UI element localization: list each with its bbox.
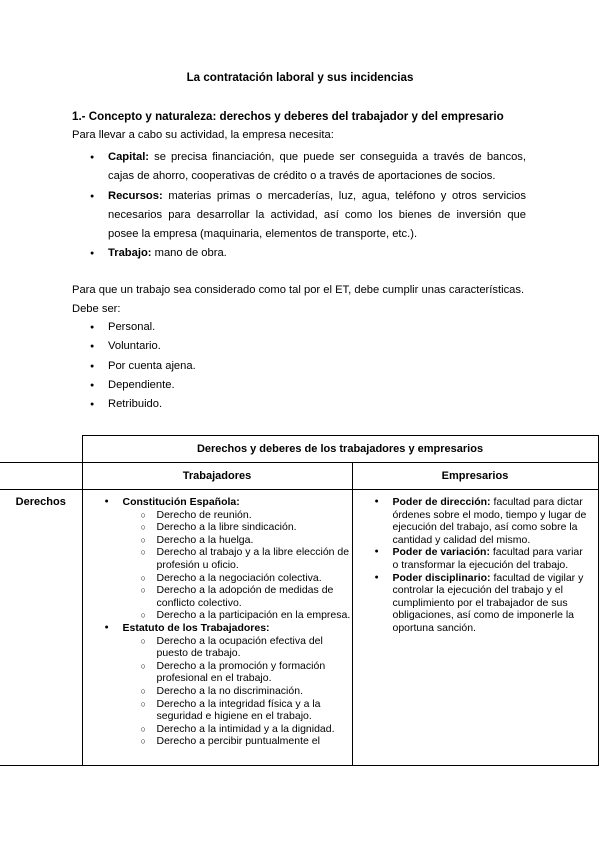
rights-duties-table bbox=[0, 435, 599, 766]
list-item: ○ Derecho a la negociación colectiva. bbox=[141, 572, 352, 585]
list-item: ○ Derecho a la adopción de medidas de conflicto colectivo. bbox=[141, 584, 352, 609]
list-item: ○ Derecho al trabajo y a la libre elección de profesión u oficio. bbox=[141, 546, 352, 571]
list-item: ● Estatuto de los Trabajadores: ○ Derecho a la ocupación efectiva del puesto de trabajo. ○ Derecho a la promoción y formación profesional en el trabajo. ○ Derecho a la no discriminación. ○ Derecho a la integridad física y a la seguridad e higiene en el trabajo. ○ Derecho a la intimidad y a la dignidad. ○ Derecho a percibir puntualmente el bbox=[105, 622, 352, 748]
list-item: ● Capital: se precisa financiación, que puede ser conseguida a través de bancos, cajas de ahorro, cooperativas de crédito o a través de aportaciones de socios. bbox=[90, 148, 526, 187]
table-header: Derechos y deberes de los trabajadores y empresarios bbox=[82, 436, 598, 463]
section-heading: 1.- Concepto y naturaleza: derechos y deberes del trabajador y del empresario bbox=[72, 110, 504, 123]
needs-list bbox=[90, 148, 526, 264]
list-item: ● Dependiente. bbox=[90, 376, 526, 395]
list-item: ● Poder de variación: facultad para variar o transformar la ejecución del trabajo. bbox=[375, 546, 590, 571]
empty-corner bbox=[0, 436, 82, 463]
list-item: ○ Derecho a la no discriminación. bbox=[141, 685, 352, 698]
intro-paragraph: Para llevar a cabo su actividad, la empresa necesita: bbox=[72, 129, 334, 141]
list-item: ● Recursos: materias primas o mercaderías, luz, agua, teléfono y otros servicios necesarios para desarrollar la actividad, así como los bienes de inversión que posee la empresa (maquinaria, elementos de transporte, etc.). bbox=[90, 187, 526, 245]
list-item: ○ Derecho a la ocupación efectiva del puesto de trabajo. bbox=[141, 635, 352, 660]
list-item: ● Constitución Española: ○ Derecho de reunión. ○ Derecho a la libre sindicación. ○ Derecho a la huelga. ○ Derecho al trabajo y a la libre elección de profesión u oficio. ○ Derecho a la negociación colectiva. ○ Derecho a la adopción de medidas de conflicto colectivo. ○ Derecho a la participación en la empresa. bbox=[105, 496, 352, 622]
list-item: ● Poder disciplinario: facultad de vigilar y controlar la ejecución del trabajo y el cumplimiento por el trabajador de sus obligaciones, así como de imponerle la oportuna sanción. bbox=[375, 572, 590, 635]
row-label: Derechos bbox=[0, 490, 82, 766]
characteristics-list bbox=[90, 318, 526, 414]
list-item: ● Personal. bbox=[90, 318, 526, 337]
list-item: ○ Derecho a la huelga. bbox=[141, 534, 352, 547]
list-item: ● Por cuenta ajena. bbox=[90, 357, 526, 376]
list-item: ○ Derecho de reunión. bbox=[141, 509, 352, 522]
list-item: ○ Derecho a la libre sindicación. bbox=[141, 521, 352, 534]
paragraph: Para que un trabajo sea considerado como tal por el ET, debe cumplir unas características. bbox=[72, 284, 525, 296]
empty-corner bbox=[0, 463, 82, 490]
employers-header: Empresarios bbox=[352, 463, 598, 490]
list-item: ● Voluntario. bbox=[90, 337, 526, 356]
list-item: ● Retribuido. bbox=[90, 395, 526, 414]
workers-cell bbox=[82, 490, 352, 766]
employers-cell bbox=[352, 490, 598, 766]
document-title: La contratación laboral y sus incidencias bbox=[186, 71, 414, 84]
list-item: ● Poder de dirección: facultad para dictar órdenes sobre el modo, tiempo y lugar de ejecución del trabajo, así como sobre la cantidad y calidad del mismo. bbox=[375, 496, 590, 546]
list-item: ○ Derecho a la participación en la empresa. bbox=[141, 609, 352, 622]
list-item: ○ Derecho a la promoción y formación profesional en el trabajo. bbox=[141, 660, 352, 685]
paragraph: Debe ser: bbox=[72, 303, 121, 315]
list-item: ○ Derecho a la intimidad y a la dignidad. bbox=[141, 723, 352, 736]
list-item: ● Trabajo: mano de obra. bbox=[90, 244, 526, 263]
list-item: ○ Derecho a la integridad física y a la seguridad e higiene en el trabajo. bbox=[141, 698, 352, 723]
list-item: ○ Derecho a percibir puntualmente el bbox=[141, 735, 352, 748]
workers-header: Trabajadores bbox=[82, 463, 352, 490]
